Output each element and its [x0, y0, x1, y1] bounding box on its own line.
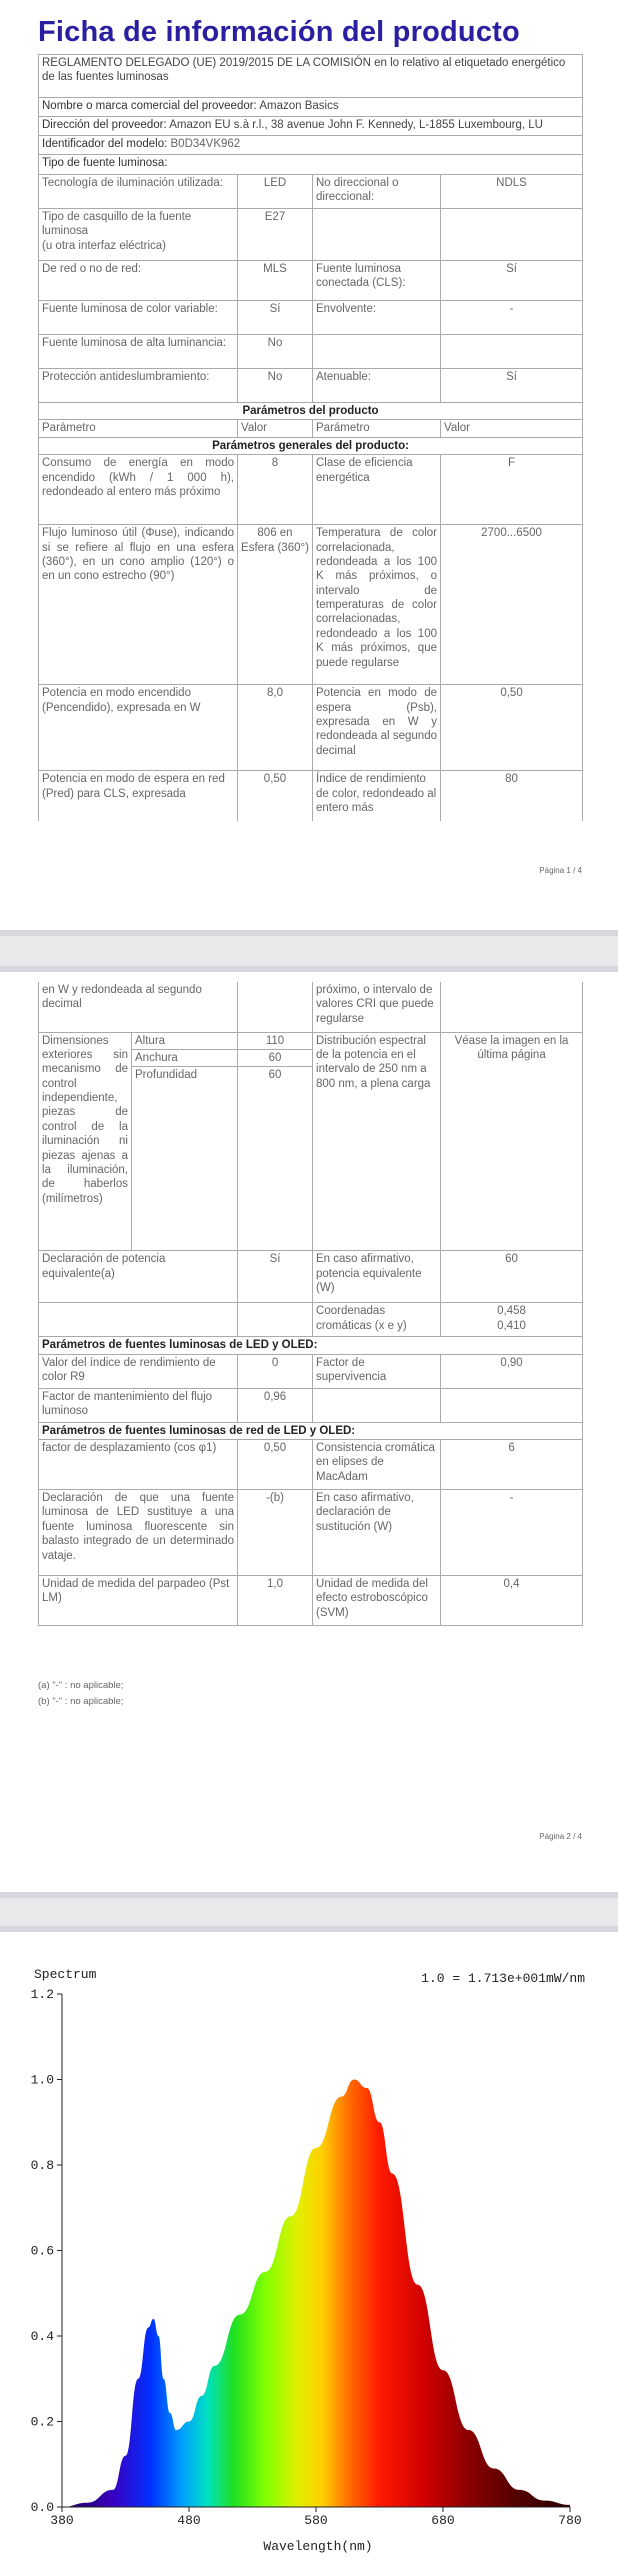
equivalent-power-label — [39, 1251, 238, 1303]
anti-glare-label: Protección antideslumbramiento: — [39, 369, 238, 403]
spectrum-chart — [0, 1932, 618, 2560]
supplier-name-row — [39, 98, 583, 117]
envelope-label: Envolvente: — [313, 301, 441, 335]
cap-type-note: (u otra interfaz eléctrica) — [42, 239, 166, 252]
replacement-w-label: En caso afirmativo, declaración de sustitución (W) — [313, 1490, 441, 1576]
model-label: Identificador del modelo: — [42, 138, 168, 150]
page-number-2: Página 2 / 4 — [539, 1832, 582, 1841]
x-tick-label: 780 — [558, 2513, 582, 2528]
chromaticity-y: 0,410 — [497, 1319, 526, 1332]
footnote-a: (a) "-" : no aplicable; — [38, 1680, 124, 1691]
x-tick-label: 480 — [177, 2513, 201, 2528]
directional-label: No direccional o direccional: — [313, 175, 441, 209]
y-tick-label: 0.6 — [30, 2243, 54, 2259]
empty-cell — [313, 209, 441, 261]
lumen-maintenance-label: Factor de mantenimiento del flujo luminoso — [39, 1388, 238, 1422]
model-row — [39, 136, 583, 155]
spectral-distribution-value: Véase la imagen en la última página — [441, 1032, 583, 1251]
standby-power-value: 0,50 — [441, 685, 583, 771]
empty-cell — [313, 335, 441, 369]
dimmable-value: Sí — [441, 369, 583, 403]
replacement-w-value: - — [441, 1490, 583, 1576]
cri-value: 80 — [441, 771, 583, 821]
energy-consumption-value: 8 — [238, 455, 313, 525]
lumen-maintenance-value: 0,96 — [238, 1388, 313, 1422]
spectrum-area — [62, 2080, 570, 2508]
displacement-factor-value: 0,50 — [238, 1440, 313, 1490]
r9-label: Valor del índice de rendimiento de color R9 — [39, 1354, 238, 1388]
equivalent-power-text: Declaración de potencia equivalente(a) — [42, 1253, 166, 1280]
col-param-header-2: Parámetro — [313, 420, 441, 437]
high-luminance-label: Fuente luminosa de alta luminancia: — [39, 335, 238, 369]
r9-value: 0 — [238, 1354, 313, 1388]
document-page-2 — [0, 972, 618, 1892]
tech-label: Tecnología de iluminación utilizada: — [39, 175, 238, 209]
y-tick-label: 0.4 — [30, 2329, 54, 2344]
supplier-address-label: Dirección del proveedor: — [42, 119, 167, 131]
led-params-header: Parámetros de fuentes luminosas de LED y OLED: — [39, 1337, 583, 1354]
cls-value: Sí — [441, 261, 583, 301]
chart-annotation: 1.0 = 1.713e+001mW/nm — [421, 1971, 585, 1986]
product-params-header: Parámetros del producto — [39, 403, 583, 420]
product-info-table-page-2 — [38, 982, 583, 1626]
supplier-name-value: Amazon Basics — [259, 100, 339, 112]
cls-label: Fuente luminosa conectada (CLS): — [313, 261, 441, 301]
page-number-1: Página 1 / 4 — [539, 866, 582, 875]
chromaticity-label: Coordenadas cromáticas (x e y) — [313, 1303, 441, 1337]
spectral-distribution-label: Distribución espectral de la potencia en el intervalo de 250 nm a 800 nm, a plena carga — [313, 1032, 441, 1251]
cap-type-label: Tipo de casquillo de la fuente luminosa — [42, 211, 192, 238]
replacement-claim-label: Declaración de que una fuente luminosa de LED sustituye a una fuente luminosa fluorescente sin balasto integrado de un determinado vataje. — [39, 1490, 238, 1576]
energy-consumption-label: Consumo de energía en modo encendido (kWh / 1 000 h), redondeado al entero más próximo — [39, 455, 238, 525]
page-separator — [0, 1892, 618, 1932]
efficiency-class-value: F — [441, 455, 583, 525]
height-label: Altura — [132, 1032, 238, 1049]
luminous-flux-label: Flujo luminoso útil (Φuse), indicando si se refiere al flujo en una esfera (360°), en un cono amplio (120°) o en un cono estrecho (90°) — [39, 525, 238, 685]
survival-factor-label: Factor de supervivencia — [313, 1354, 441, 1388]
equivalent-power-w-label: En caso afirmativo, potencia equivalente (W) — [313, 1251, 441, 1303]
cri-label: Índice de rendimiento de color, redondeado al entero más — [313, 771, 441, 821]
cap-type-cell — [39, 209, 238, 261]
empty-cell — [238, 982, 313, 1032]
anti-glare-value: No — [238, 369, 313, 403]
width-value: 60 — [238, 1049, 313, 1066]
document-page-1 — [0, 0, 618, 930]
y-tick-label: 0.2 — [30, 2414, 54, 2430]
width-label: Anchura — [132, 1049, 238, 1066]
general-params-header: Parámetros generales del producto: — [39, 437, 583, 454]
color-tunable-label: Fuente luminosa de color variable: — [39, 301, 238, 335]
color-consistency-label: Consistencia cromática en elipses de MacAdam — [313, 1440, 441, 1490]
product-info-table-page-1 — [38, 54, 583, 821]
y-tick-label: 1.2 — [30, 1987, 54, 2002]
empty-cell — [39, 1303, 238, 1337]
networked-standby-label: Potencia en modo de espera en red (Pred) para CLS, expresada — [39, 771, 238, 821]
networked-standby-cont: en W y redondeada al segundo decimal — [39, 982, 238, 1032]
chromaticity-value — [441, 1303, 583, 1337]
mains-params-header: Parámetros de fuentes luminosas de red de LED y OLED: — [39, 1422, 583, 1439]
survival-factor-value: 0,90 — [441, 1354, 583, 1388]
standby-power-label: Potencia en modo de espera (Psb), expresada en W y redondeada al segundo decimal — [313, 685, 441, 771]
flicker-value: 1,0 — [238, 1576, 313, 1626]
empty-cell — [238, 1303, 313, 1337]
mains-value: MLS — [238, 261, 313, 301]
y-tick-label: 1.0 — [30, 2072, 54, 2088]
chart-title: Spectrum — [34, 1967, 97, 1982]
color-temperature-value: 2700...6500 — [441, 525, 583, 685]
flicker-label: Unidad de medida del parpadeo (Pst LM) — [39, 1576, 238, 1626]
luminous-flux-value: 806 en Esfera (360°) — [238, 525, 313, 685]
dimensions-label: Dimensiones exteriores sin mecanismo de control independiente, piezas de control de la iluminación ni piezas ajenas a la iluminación, de haberlos (milímetros) — [39, 1032, 132, 1251]
stroboscopic-label: Unidad de medida del efecto estroboscópico (SVM) — [313, 1576, 441, 1626]
x-tick-label: 680 — [431, 2513, 455, 2528]
model-value: B0D34VK962 — [170, 138, 241, 150]
height-value: 110 — [238, 1032, 313, 1049]
x-tick-label: 580 — [304, 2513, 328, 2528]
directional-value: NDLS — [441, 175, 583, 209]
y-tick-label: 0.8 — [30, 2158, 54, 2173]
efficiency-class-label: Clase de eficiencia energética — [313, 455, 441, 525]
regulation-text: REGLAMENTO DELEGADO (UE) 2019/2015 DE LA COMISIÓN en lo relativo al etiquetado energético de las fuentes luminosas — [39, 55, 583, 98]
y-tick-label: 0.0 — [30, 2500, 54, 2515]
equivalent-power-w-value: 60 — [441, 1251, 583, 1303]
empty-cell — [441, 1388, 583, 1422]
envelope-value: - — [441, 301, 583, 335]
high-luminance-value: No — [238, 335, 313, 369]
depth-label: Profundidad — [132, 1067, 238, 1251]
empty-cell — [441, 335, 583, 369]
empty-cell — [441, 209, 583, 261]
stroboscopic-value: 0,4 — [441, 1576, 583, 1626]
color-temperature-label: Temperatura de color correlacionada, redondeada a los 100 K más próximos, o intervalo de temperaturas de color correlacionadas, redondeado a los 100 K más próximos, que puede regularse — [313, 525, 441, 685]
replacement-claim-value: -(b) — [238, 1490, 313, 1576]
color-consistency-value: 6 — [441, 1440, 583, 1490]
color-tunable-value: Sí — [238, 301, 313, 335]
on-mode-power-label: Potencia en modo encendido (Pencendido), expresada en W — [39, 685, 238, 771]
x-tick-label: 380 — [50, 2513, 74, 2528]
mains-label: De red o no de red: — [39, 261, 238, 301]
supplier-address-value: Amazon EU s.à r.l., 38 avenue John F. Kennedy, L-1855 Luxembourg, LU — [169, 119, 543, 131]
chromaticity-x: 0,458 — [497, 1305, 526, 1318]
footnote-b: (b) "-" : no aplicable; — [38, 1696, 124, 1707]
spectrum-page — [0, 1932, 618, 2560]
x-axis-label: Wavelength(nm) — [263, 2539, 373, 2554]
cap-type-value: E27 — [238, 209, 313, 261]
tech-value: LED — [238, 175, 313, 209]
document-title: Ficha de información del producto — [38, 16, 520, 48]
equivalent-power-value: Sí — [238, 1251, 313, 1303]
source-type-label: Tipo de fuente luminosa: — [39, 155, 583, 175]
depth-value: 60 — [238, 1067, 313, 1251]
on-mode-power-value: 8,0 — [238, 685, 313, 771]
col-param-header: Parámetro — [39, 420, 238, 437]
col-value-header: Valor — [238, 420, 313, 437]
supplier-address-row — [39, 117, 583, 136]
dimmable-label: Atenuable: — [313, 369, 441, 403]
empty-cell — [441, 982, 583, 1032]
col-value-header-2: Valor — [441, 420, 583, 437]
empty-cell — [313, 1388, 441, 1422]
supplier-name-label: Nombre o marca comercial del proveedor: — [42, 100, 257, 112]
networked-standby-value: 0,50 — [238, 771, 313, 821]
displacement-factor-label: factor de desplazamiento (cos φ1) — [39, 1440, 238, 1490]
cri-cont: próximo, o intervalo de valores CRI que puede regularse — [313, 982, 441, 1032]
page-separator — [0, 930, 618, 972]
